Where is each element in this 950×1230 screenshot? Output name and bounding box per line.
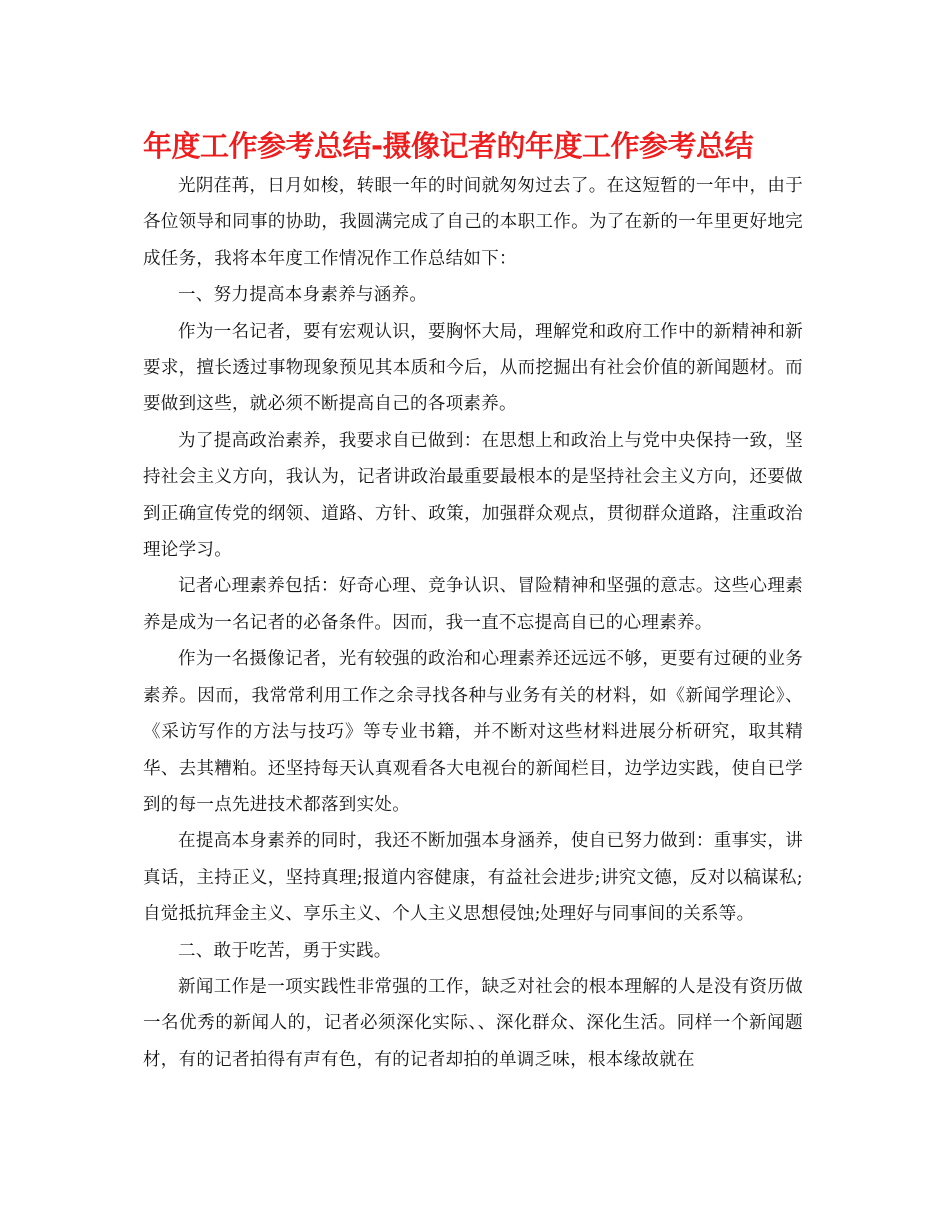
document-title: 年度工作参考总结-摄像记者的年度工作参考总结 [143,129,754,163]
paragraph-professional-quality: 作为一名摄像记者，光有较强的政治和心理素养还远远不够，更要有过硬的业务素养。因而，我常常利用工作之余寻找各种与业务有关的材料，如《新闻学理论》、《采访写作的方法与技巧》等专业书籍，并不断对这些材料进展分析研究，取其精华、去其糟粕。还坚持每天认真观看各大电视台的新闻栏目，边学边实践，使自已学到的每一点先进技术都落到实处。 [143,649,803,815]
document-page [143,124,803,1078]
paragraph-practice: 新闻工作是一项实践性非常强的工作，缺乏对社会的根本理解的人是没有资历做一名优秀的新闻人的，记者必须深化实际、、深化群众、深化生活。同样一个新闻题材，有的记者拍得有声有色，有的记者却拍的单调乏味，根本缘故就在 [143,976,803,1070]
paragraph-political-quality: 为了提高政治素养，我要求自已做到：在思想上和政治上与党中央保持一致，坚持社会主义方向，我认为，记者讲政治最重要最根本的是坚持社会主义方向，还要做到正确宣传党的纲领、道路、方针、政策，加强群众观点，贯彻群众道路，注重政治理论学习。 [143,430,803,561]
paragraph-self-cultivation: 在提高本身素养的同时，我还不断加强本身涵养，使自已努力做到：重事实，讲真话，主持正义，坚持真理;报道内容健康，有益社会进步;讲究文德，反对以稿谋私;自觉抵抗拜金主义、享乐主义、个人主义思想侵蚀;处理好与同事间的关系等。 [143,831,803,925]
section-heading-1: 一、努力提高本身素养与涵养。 [178,285,428,306]
section-heading-2: 二、敢于吃苦，勇于实践。 [178,940,392,961]
paragraph-macro-awareness: 作为一名记者，要有宏观认识，要胸怀大局，理解党和政府工作中的新精神和新要求，擅长透过事物现象预见其本质和今后，从而挖掘出有社会价值的新闻题材。而要做到这些，就必须不断提高自己的各项素养。 [143,321,803,415]
paragraph-intro: 光阴荏苒，日月如梭，转眼一年的时间就匆匆过去了。在这短暂的一年中，由于各位领导和同事的协助，我圆满完成了自己的本职工作。为了在新的一年里更好地完成任务，我将本年度工作情况作工作总结如下： [143,176,803,269]
paragraph-psychological-quality: 记者心理素养包括：好奇心理、竞争认识、冒险精神和坚强的意志。这些心理素养是成为一名记者的必备条件。因而，我一直不忘提高自已的心理素养。 [143,576,803,633]
